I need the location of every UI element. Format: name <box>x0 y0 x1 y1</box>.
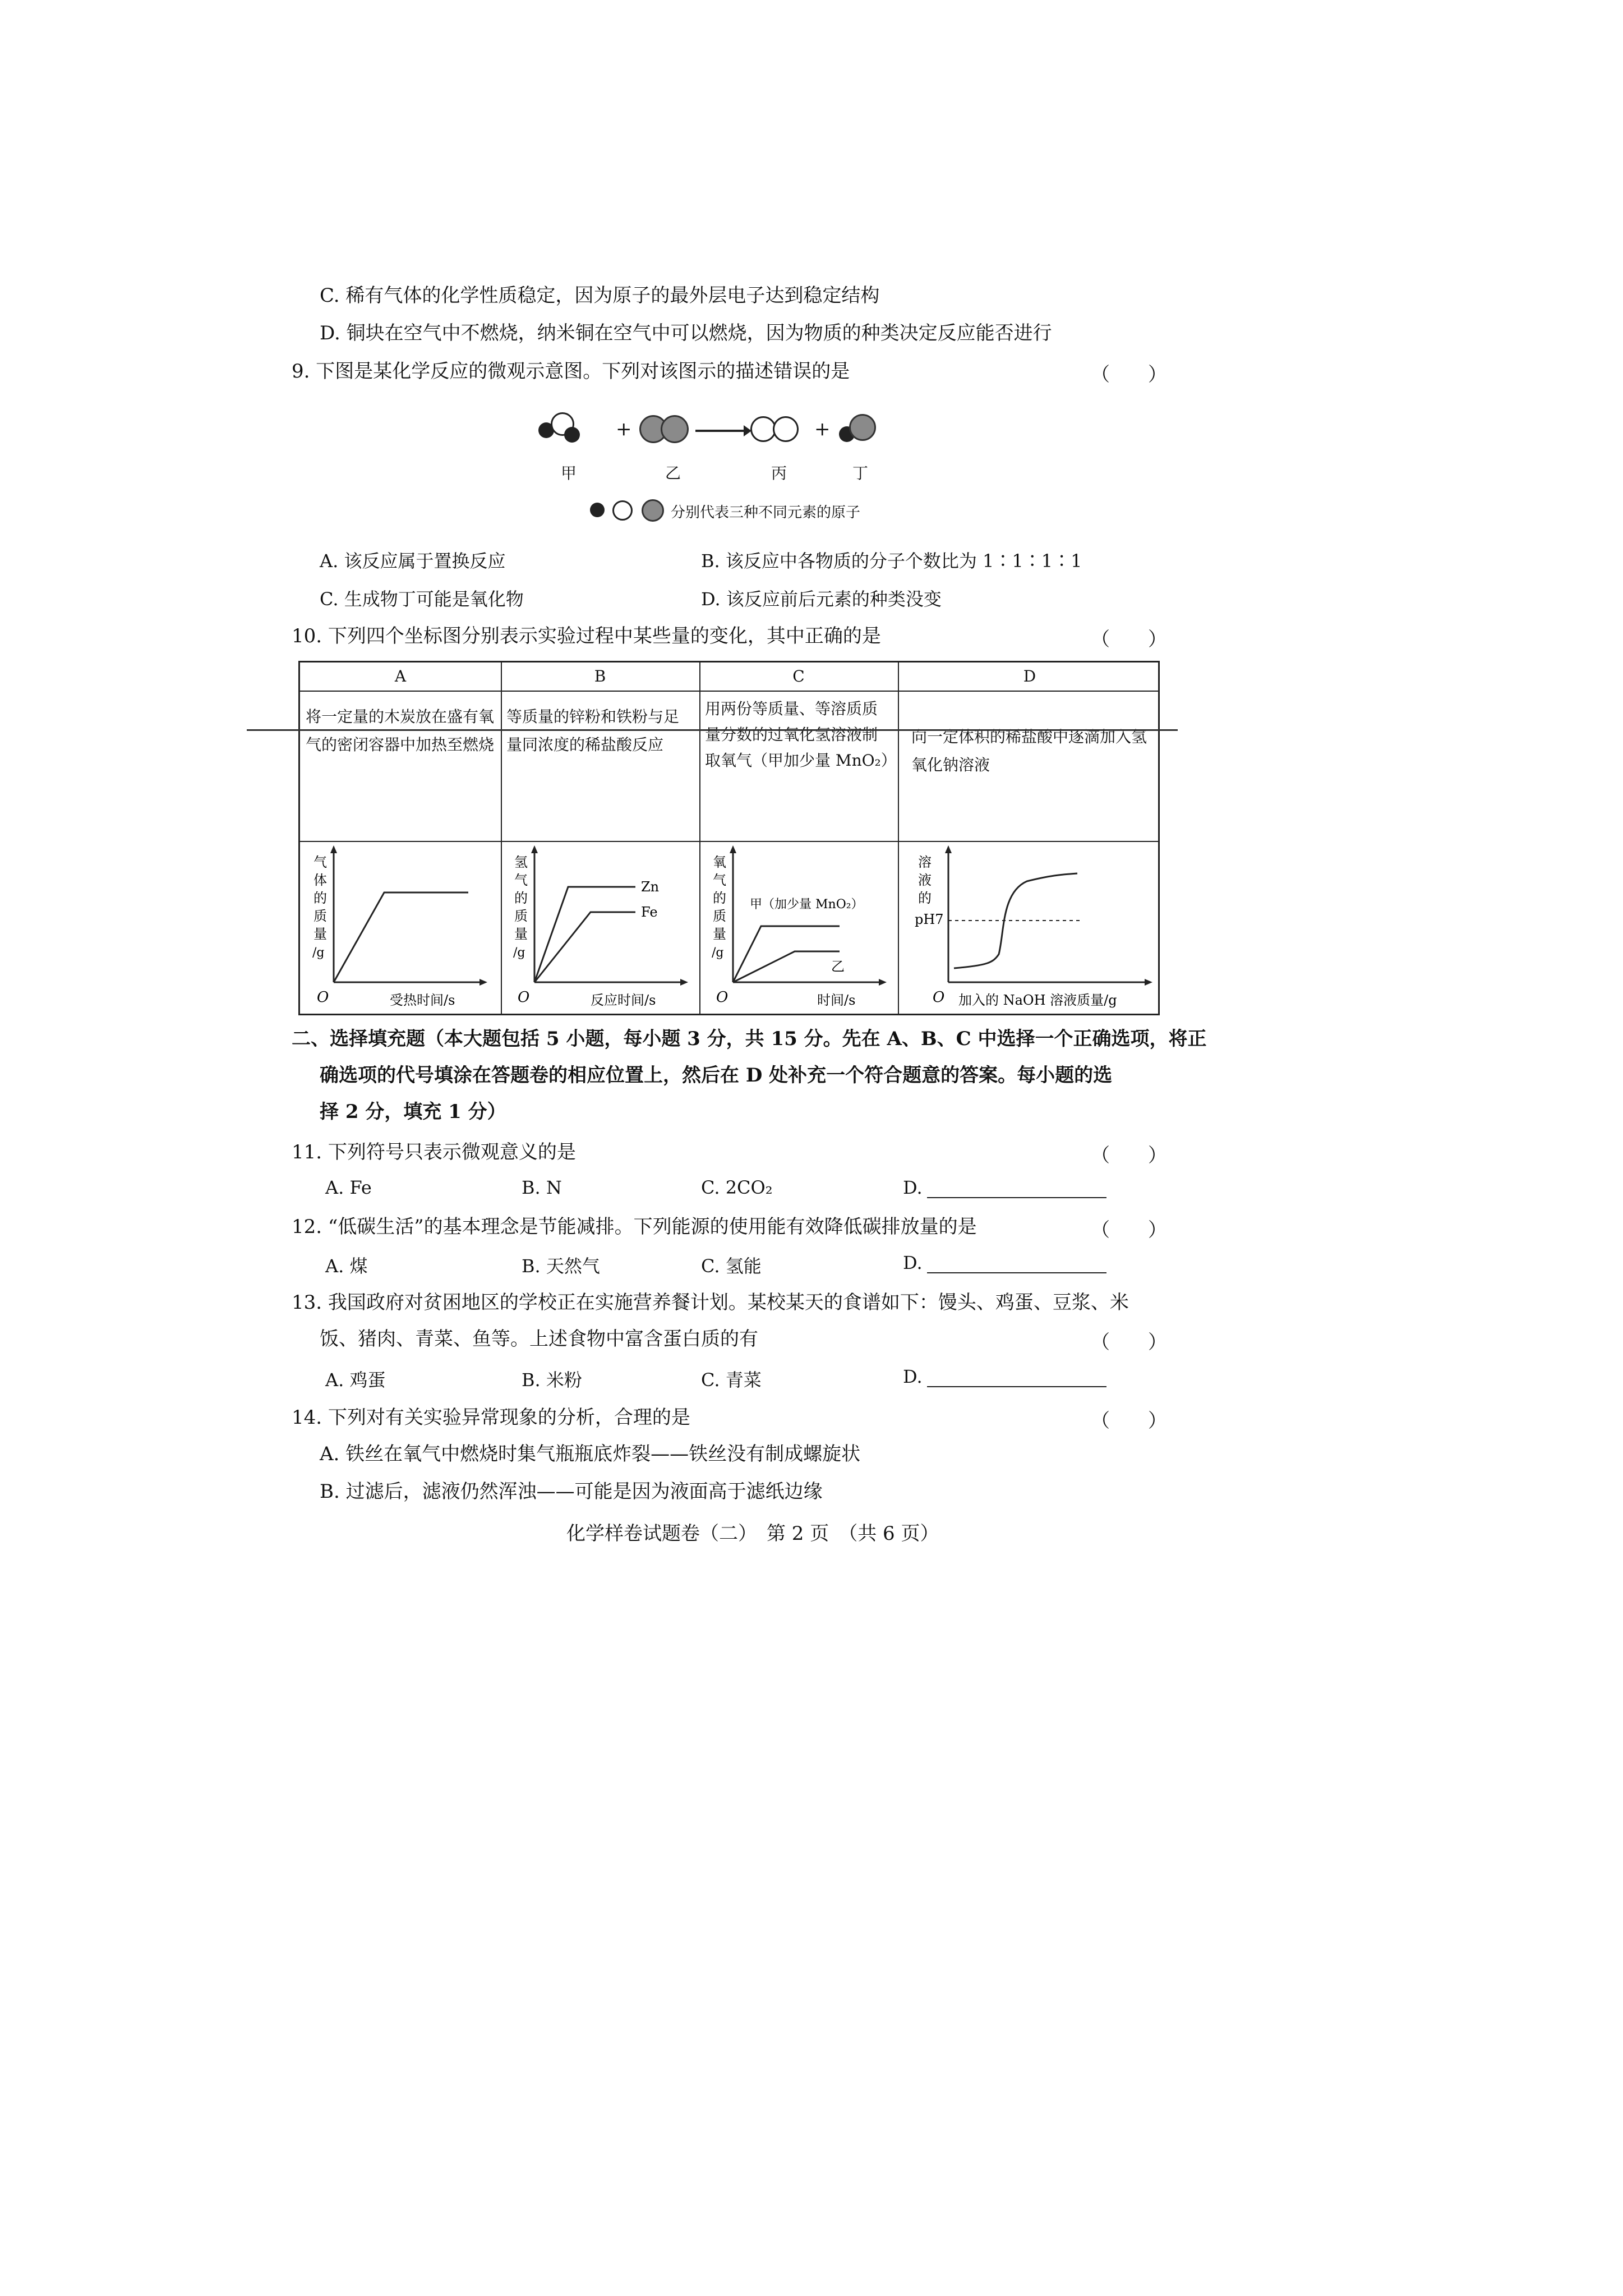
q11-answer-paren: （ ） <box>1091 1144 1167 1167</box>
q13-option-a: A. 鸡蛋 <box>325 1369 386 1391</box>
q11-option-a: A. Fe <box>325 1177 372 1198</box>
legend-text: 分别代表三种不同元素的原子 <box>671 504 861 521</box>
svg-text:体: 体 <box>313 872 327 888</box>
scan-strikethrough-line <box>247 729 1178 731</box>
svg-text:质: 质 <box>514 908 528 924</box>
graph-c-jia-label: 甲（加少量 MnO₂） <box>750 898 864 912</box>
graph-b-zn-label: Zn <box>641 879 660 895</box>
q14-stem: 14. 下列对有关实验异常现象的分析，合理的是 <box>292 1406 690 1429</box>
graph-d <box>898 842 1159 1015</box>
q9-option-a: A. 该反应属于置换反应 <box>320 550 506 572</box>
svg-text:/g: /g <box>513 946 525 960</box>
q13-blank[interactable] <box>927 1369 1106 1387</box>
svg-text:的: 的 <box>514 890 528 906</box>
svg-text:O: O <box>933 989 945 1006</box>
q8-option-c: C. 稀有气体的化学性质稳定，因为原子的最外层电子达到稳定结构 <box>320 284 880 307</box>
graph-a-line <box>334 892 468 982</box>
reaction-arrow-icon <box>695 420 751 442</box>
graph-c-yi-line <box>733 951 840 982</box>
legend-atoms <box>590 498 674 526</box>
q14-answer-paren: （ ） <box>1091 1410 1167 1432</box>
molecule-bing <box>750 416 806 450</box>
q14-option-b: B. 过滤后，滤液仍然浑浊——可能是因为液面高于滤纸边缘 <box>320 1480 823 1503</box>
q10-stem: 10. 下列四个坐标图分别表示实验过程中某些量的变化，其中正确的是 <box>292 625 881 647</box>
svg-text:的: 的 <box>713 890 726 906</box>
plus-2: + <box>814 418 831 440</box>
section2-line3: 择 2 分，填充 1 分） <box>320 1101 506 1123</box>
graph-a <box>300 842 501 1015</box>
graph-a-xlabel: 受热时间/s <box>390 992 455 1008</box>
svg-text:加入的 NaOH 溶液质量/g: 加入的 NaOH 溶液质量/g <box>958 992 1117 1008</box>
svg-text:O: O <box>518 989 530 1006</box>
graph-b-fe-line <box>534 912 635 982</box>
desc-d: 向一定体积的稀盐酸中逐滴加入氢氧化钠溶液 <box>911 728 1147 774</box>
q13-option-c: C. 青菜 <box>701 1369 762 1391</box>
q9-option-c: C. 生成物丁可能是氧化物 <box>320 588 524 610</box>
desc-b: 等质量的锌粉和铁粉与足量同浓度的稀盐酸反应 <box>506 707 680 754</box>
graph-b-zn-line <box>534 887 635 982</box>
section2-line2: 确选项的代号填涂在答题卷的相应位置上，然后在 D 处补充一个符合题意的答案。每小题的选 <box>320 1064 1113 1087</box>
label-yi: 乙 <box>665 464 681 482</box>
svg-text:的: 的 <box>918 890 932 906</box>
section2-line1: 二、选择填充题（本大题包括 5 小题，每小题 3 分，共 15 分。先在 A、B、C 中选择一个正确选项，将正 <box>292 1028 1207 1050</box>
q8-option-d: D. 铜块在空气中不燃烧，纳米铜在空气中可以燃烧，因为物质的种类决定反应能否进行 <box>320 322 1052 344</box>
svg-text:气: 气 <box>713 872 726 888</box>
q9-answer-paren: （ ） <box>1091 364 1167 386</box>
desc-c: 用两份等质量、等溶质质量分数的过氧化氢溶液制取氧气（甲加少量 MnO₂） <box>705 700 897 770</box>
q11-option-d: D. <box>903 1177 1106 1198</box>
svg-text:液: 液 <box>918 872 932 888</box>
label-jia: 甲 <box>561 464 577 482</box>
svg-text:量: 量 <box>514 926 528 942</box>
q12-blank[interactable] <box>927 1255 1106 1273</box>
q14-option-a: A. 铁丝在氧气中燃烧时集气瓶瓶底炸裂——铁丝没有制成螺旋状 <box>320 1443 861 1465</box>
q12-answer-paren: （ ） <box>1091 1219 1167 1241</box>
svg-text:气: 气 <box>514 872 528 888</box>
q10-answer-paren: （ ） <box>1091 628 1167 651</box>
plus-1: + <box>616 418 632 440</box>
graph-b <box>501 842 699 1015</box>
q12-option-b: B. 天然气 <box>522 1255 600 1277</box>
col-header-c: C <box>792 667 805 685</box>
q11-blank[interactable] <box>927 1180 1106 1198</box>
svg-text:质: 质 <box>313 908 327 924</box>
svg-text:O: O <box>716 989 728 1006</box>
q12-stem: 12. “低碳生活”的基本理念是节能减排。下列能源的使用能有效降低碳排放量的是 <box>292 1216 977 1238</box>
graph-a-origin: O <box>317 989 329 1006</box>
graph-b-fe-label: Fe <box>641 904 658 920</box>
svg-text:pH7: pH7 <box>915 912 944 927</box>
col-header-d: D <box>1023 667 1036 685</box>
q9-stem: 9. 下图是某化学反应的微观示意图。下列对该图示的描述错误的是 <box>292 360 850 383</box>
svg-text:氢: 氢 <box>514 854 528 870</box>
svg-text:气: 气 <box>313 854 327 870</box>
molecule-ding <box>839 414 884 448</box>
svg-text:的: 的 <box>313 890 327 906</box>
molecule-yi <box>639 415 695 449</box>
svg-text:量: 量 <box>713 926 726 942</box>
svg-text:时间/s: 时间/s <box>817 992 856 1008</box>
svg-text:溶: 溶 <box>918 854 932 870</box>
molecule-jia <box>538 412 606 452</box>
q12-option-c: C. 氢能 <box>701 1255 762 1277</box>
q13-stem-line2: 饭、猪肉、青菜、鱼等。上述食物中富含蛋白质的有 <box>320 1328 758 1350</box>
q13-option-b: B. 米粉 <box>522 1369 582 1391</box>
graph-c <box>699 842 898 1015</box>
col-header-b: B <box>594 667 606 685</box>
label-ding: 丁 <box>852 464 869 482</box>
desc-a: 将一定量的木炭放在盛有氧气的密闭容器中加热至燃烧 <box>306 707 495 754</box>
q13-answer-paren: （ ） <box>1091 1331 1167 1354</box>
q11-stem: 11. 下列符号只表示微观意义的是 <box>292 1141 576 1163</box>
q12-option-a: A. 煤 <box>325 1255 368 1277</box>
q13-option-d: D. <box>903 1366 1106 1387</box>
q10-table <box>298 661 1160 1015</box>
svg-text:质: 质 <box>713 908 726 924</box>
svg-text:/g: /g <box>712 946 724 960</box>
col-header-a: A <box>394 667 407 685</box>
q9-option-d: D. 该反应前后元素的种类没变 <box>701 588 942 610</box>
q9-option-b: B. 该反应中各物质的分子个数比为 1∶1∶1∶1 <box>701 550 1082 572</box>
svg-text:氧: 氧 <box>713 854 726 870</box>
label-bing: 丙 <box>771 464 787 482</box>
svg-text:/g: /g <box>312 946 325 960</box>
q11-option-b: B. N <box>522 1177 562 1198</box>
q12-option-d: D. <box>903 1252 1106 1273</box>
svg-text:量: 量 <box>313 926 327 942</box>
q11-option-c: C. 2CO₂ <box>701 1177 773 1198</box>
page-footer: 化学样卷试题卷（二） 第 2 页 （共 6 页） <box>566 1522 939 1545</box>
graph-c-yi-label: 乙 <box>831 959 845 974</box>
svg-text:反应时间/s: 反应时间/s <box>591 992 656 1008</box>
q13-stem-line1: 13. 我国政府对贫困地区的学校正在实施营养餐计划。某校某天的食谱如下：馒头、鸡蛋、豆浆、米 <box>292 1291 1129 1314</box>
